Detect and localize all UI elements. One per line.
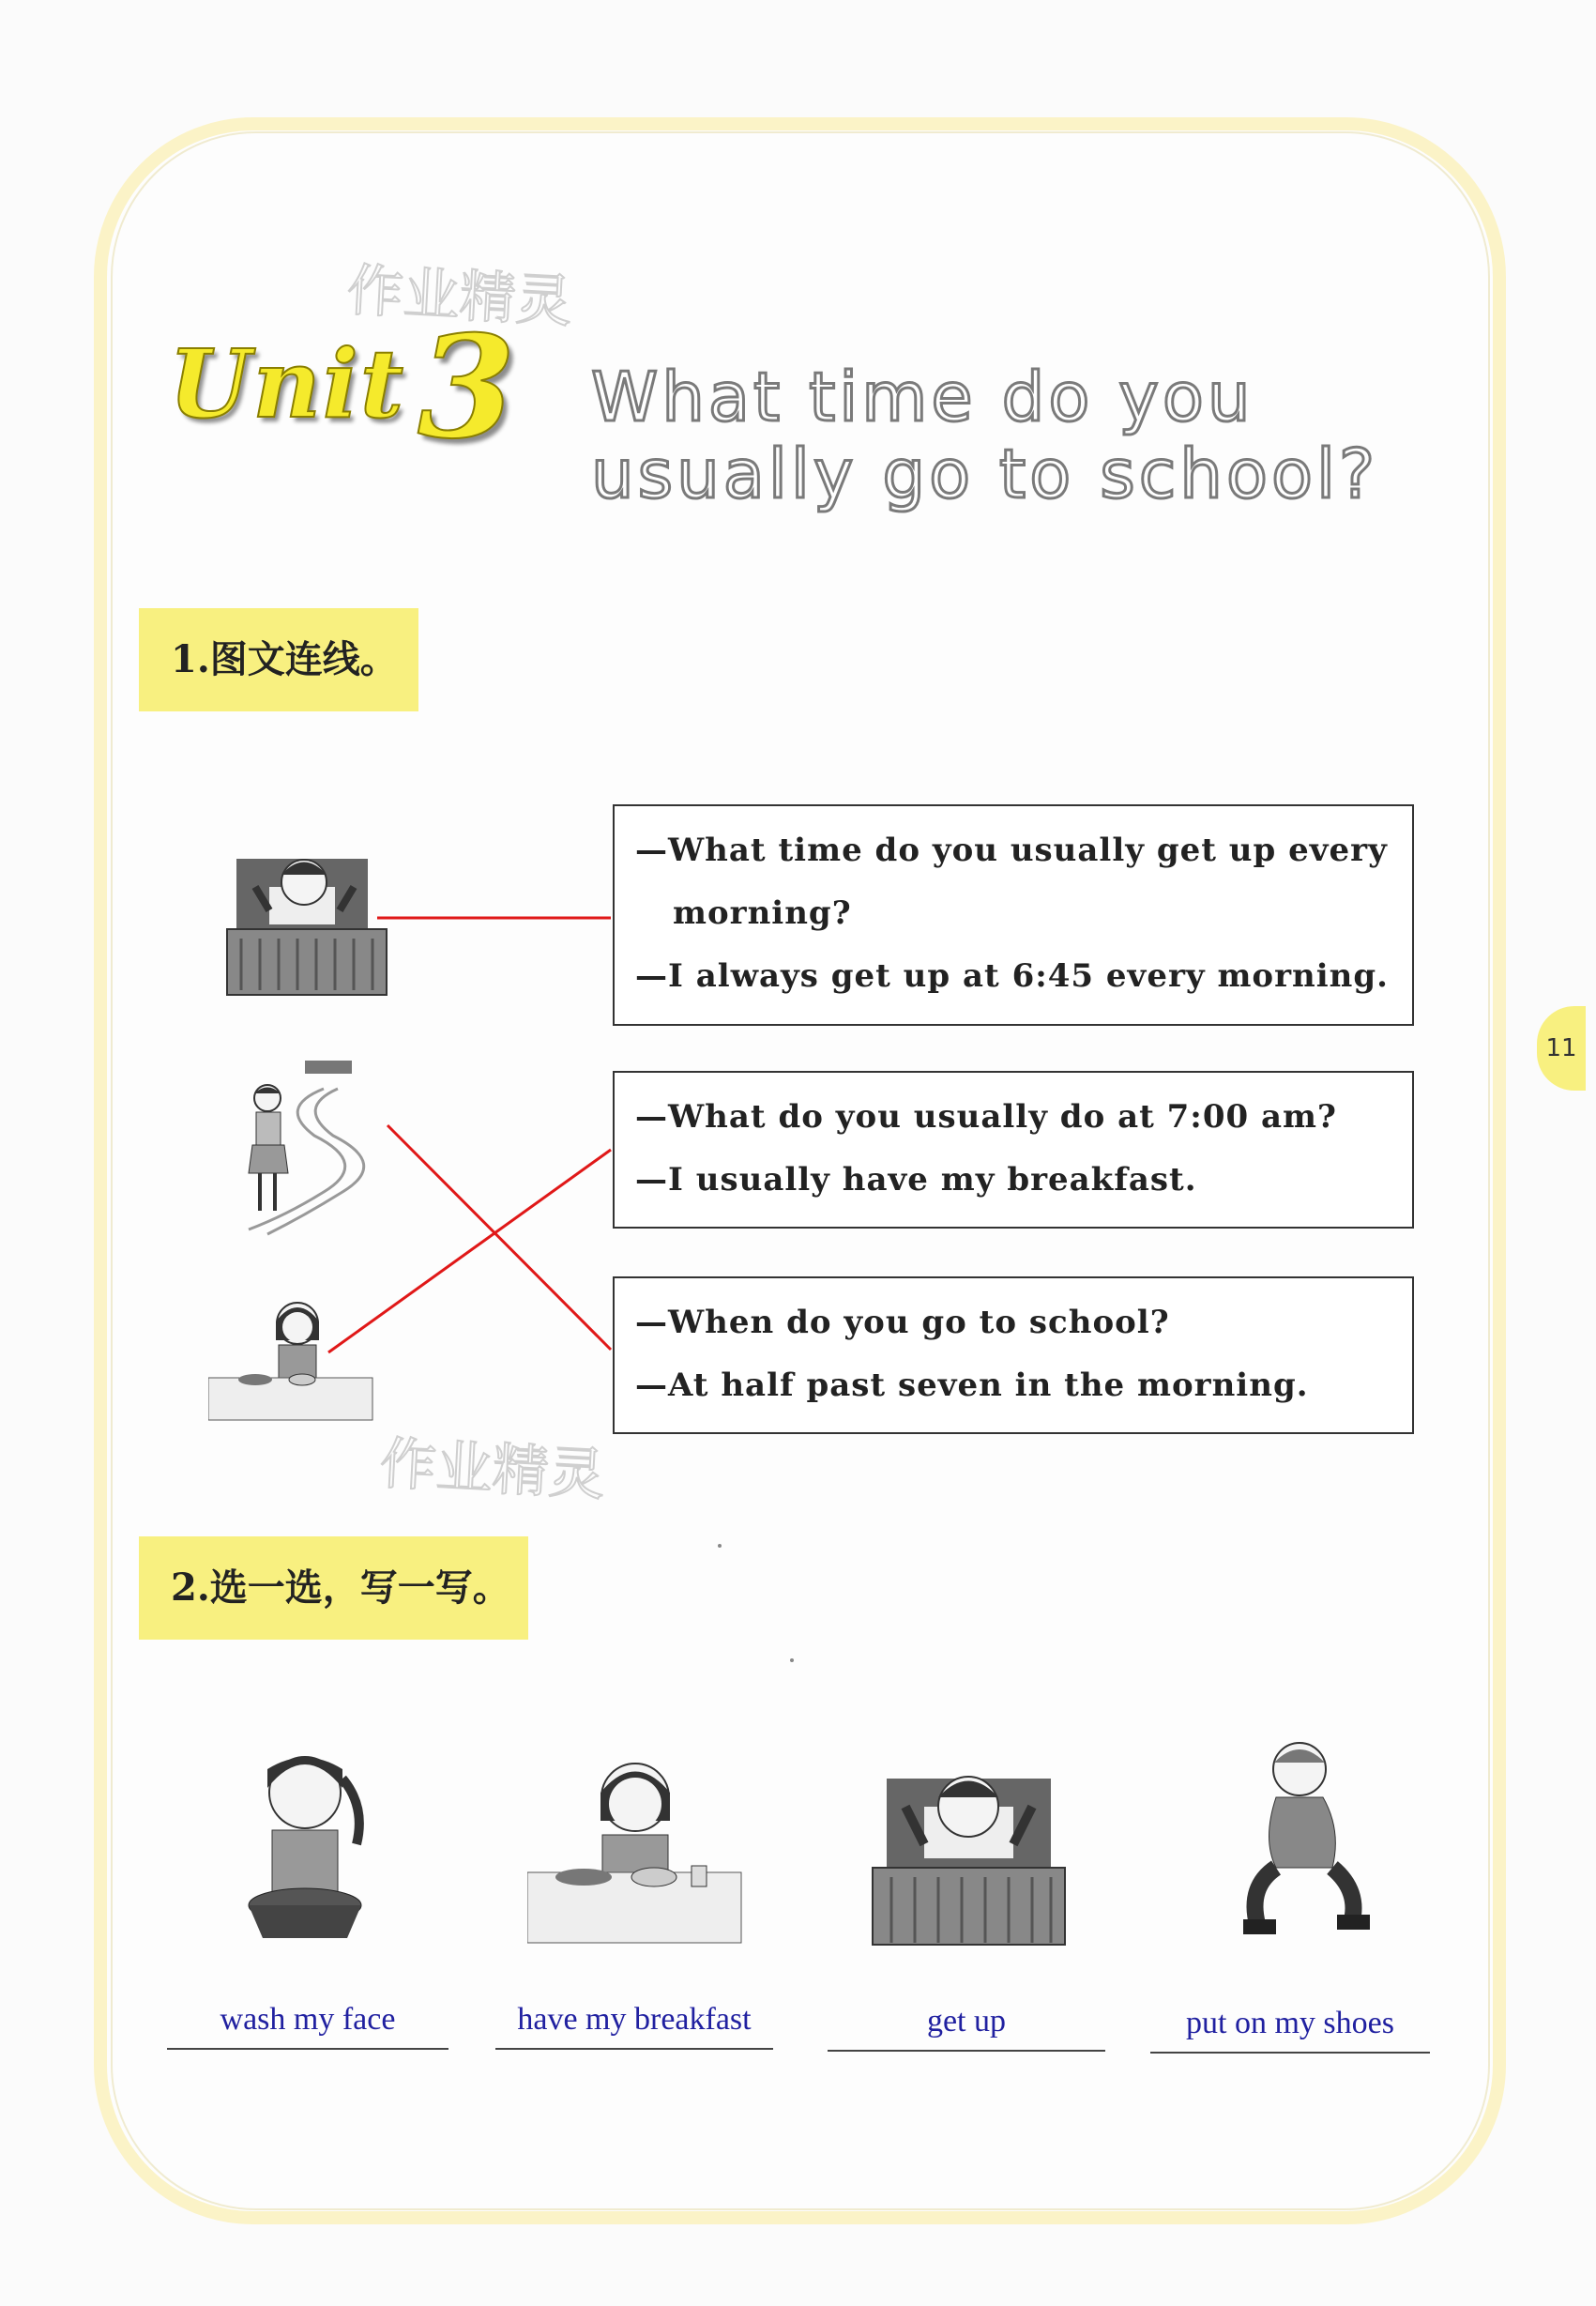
dialog-box-2-line1: —What do you usually do at 7:00 am? xyxy=(635,1098,1337,1136)
speck xyxy=(718,1544,722,1548)
unit-number: 3 xyxy=(418,305,516,470)
page-number: 11 xyxy=(1537,1006,1586,1091)
dialog-box-3-line2: —At half past seven in the morning. xyxy=(635,1367,1309,1404)
girl-washing-face-icon[interactable] xyxy=(225,1741,385,1943)
match-line-3 xyxy=(328,1150,611,1352)
unit-word: Unit xyxy=(169,328,406,439)
answer-1[interactable]: wash my face xyxy=(167,1999,448,2050)
dialog-box-1-line3: —I always get up at 6:45 every morning. xyxy=(635,957,1389,995)
unit-title-line2: usually go to school? xyxy=(591,435,1379,513)
watermark: 作业精灵 xyxy=(378,1430,607,1509)
dialog-box-1-line2: morning? xyxy=(673,894,852,932)
section2-label: 2.选一选，写一写。 xyxy=(139,1536,528,1640)
match-line-2 xyxy=(388,1125,611,1350)
watermark: 作业精灵 xyxy=(345,257,574,336)
dialog-box-3-line1: —When do you go to school? xyxy=(635,1304,1170,1341)
answer-3[interactable]: get up xyxy=(828,2001,1105,2052)
speck xyxy=(790,1658,794,1662)
dialog-box-2-line2: —I usually have my breakfast. xyxy=(635,1161,1197,1199)
unit-title-line1: What time do you xyxy=(591,358,1254,436)
boy-putting-on-shoes-icon[interactable] xyxy=(1220,1736,1389,1938)
girl-eating-breakfast-icon[interactable] xyxy=(527,1746,743,1947)
dialog-box-1-line1: —What time do you usually get up every xyxy=(635,832,1388,869)
boy-waking-up-icon[interactable] xyxy=(863,1755,1074,1947)
answer-4[interactable]: put on my shoes xyxy=(1150,2003,1430,2054)
section1-label: 1.图文连线。 xyxy=(139,608,418,711)
answer-2[interactable]: have my breakfast xyxy=(495,1999,773,2050)
